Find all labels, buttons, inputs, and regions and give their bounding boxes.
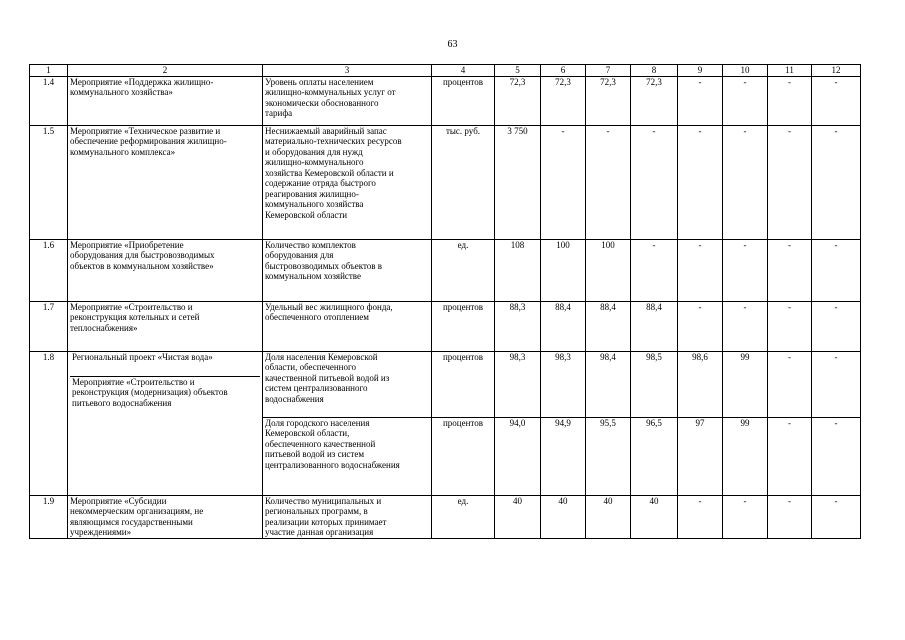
value-cell: 98,6 <box>678 351 723 417</box>
value-cell: 3 750 <box>495 125 541 239</box>
text-line: жилищно-коммунального <box>265 157 364 167</box>
value-cell: - <box>678 125 723 239</box>
value-cell: - <box>586 125 631 239</box>
text-line: систем централизованного <box>265 383 368 393</box>
text-line: Кемеровской области <box>265 209 348 220</box>
text-line: содержание отряда быстрого <box>265 178 376 188</box>
value-cell: - <box>812 301 861 351</box>
value-cell: 72,3 <box>631 76 678 125</box>
value-cell: 40 <box>541 495 586 538</box>
value-cell: - <box>631 125 678 239</box>
text-line: Региональный проект «Чистая вода» <box>72 351 213 362</box>
text-line: и оборудования для нужд <box>265 146 363 157</box>
text-line: Удельный вес жилищного фонда, <box>265 301 393 312</box>
header-row <box>30 65 861 77</box>
row-number-cell: 1.8 <box>30 351 68 495</box>
value-cell: - <box>812 76 861 125</box>
text-line: Мероприятие «Субсидии <box>70 495 167 506</box>
value-cell: - <box>768 239 812 301</box>
value-cell: - <box>631 239 678 301</box>
text-line: участие данная организация <box>265 527 374 537</box>
text-line: Уровень оплаты населением <box>265 76 374 87</box>
unit-cell: процентов <box>432 351 495 417</box>
value-cell: 94,0 <box>495 417 541 495</box>
text-line: Количество муниципальных и <box>265 495 382 506</box>
indicator-cell <box>263 417 432 495</box>
text-line: Доля городского населения <box>265 417 370 428</box>
text-line: обеспечение реформирования жилищно- <box>70 136 227 146</box>
text-line: теплоснабжения» <box>70 322 138 333</box>
value-cell: 40 <box>586 495 631 538</box>
value-cell: - <box>812 351 861 417</box>
value-cell: 72,3 <box>495 76 541 125</box>
text-line: обеспеченного отоплением <box>265 312 369 322</box>
table-row <box>30 301 861 351</box>
row-number-cell: 1.7 <box>30 301 68 351</box>
event-cell <box>68 301 263 351</box>
text-line: коммунальном хозяйстве <box>265 271 361 281</box>
text-line: Мероприятие «Приобретение <box>70 239 184 250</box>
indicator-cell <box>263 301 432 351</box>
header-cell: 5 <box>495 65 541 77</box>
value-cell: - <box>723 239 768 301</box>
value-cell: 40 <box>631 495 678 538</box>
value-cell: - <box>768 495 812 538</box>
text-line: централизованного водоснабжения <box>265 459 400 470</box>
text-line: некоммерческим организациям, не <box>70 506 204 516</box>
table-row <box>30 76 861 125</box>
unit-cell: процентов <box>432 417 495 495</box>
unit-cell: процентов <box>432 76 495 125</box>
value-cell: - <box>723 76 768 125</box>
unit-cell: ед. <box>432 239 495 301</box>
text-line: хозяйства Кемеровской области и <box>265 167 394 178</box>
event-cell <box>68 125 263 239</box>
text-line: оборудования для <box>265 250 334 260</box>
row-number-cell: 1.5 <box>30 125 68 239</box>
value-cell: - <box>812 125 861 239</box>
value-cell: - <box>678 239 723 301</box>
value-cell: 98,3 <box>541 351 586 417</box>
text-line: реализации которых принимает <box>265 516 387 527</box>
text-line: учреждениями» <box>70 527 132 537</box>
unit-cell: процентов <box>432 301 495 351</box>
unit-cell: ед. <box>432 495 495 538</box>
value-cell: 95,5 <box>586 417 631 495</box>
value-cell: 72,3 <box>541 76 586 125</box>
value-cell: 96,5 <box>631 417 678 495</box>
header-cell: 11 <box>768 65 812 77</box>
value-cell: 88,4 <box>586 301 631 351</box>
value-cell: 98,4 <box>586 351 631 417</box>
table-row <box>30 239 861 301</box>
value-cell: - <box>812 239 861 301</box>
text-line: региональных программ, в <box>265 506 368 516</box>
text-line: экономически обоснованного <box>265 97 379 108</box>
row-number-cell: 1.4 <box>30 76 68 125</box>
text-line: Мероприятие «Поддержка жилищно- <box>70 76 214 87</box>
text-line: Доля населения Кемеровской <box>265 351 378 362</box>
event-cell <box>68 351 263 495</box>
text-line: водоснабжения <box>265 393 324 404</box>
value-cell: - <box>768 301 812 351</box>
text-line: питьевого водоснабжения <box>72 397 172 408</box>
header-cell: 9 <box>678 65 723 77</box>
indicators-table <box>29 64 861 539</box>
value-cell: 72,3 <box>586 76 631 125</box>
text-line: Кемеровской области, <box>265 428 350 438</box>
table-row <box>30 495 861 538</box>
value-cell: 99 <box>723 351 768 417</box>
text-line: оборудования для быстровозводимых <box>70 250 215 260</box>
header-cell: 1 <box>30 65 68 77</box>
event-cell <box>68 495 263 538</box>
text-line: материально-технических ресурсов <box>265 136 402 146</box>
value-cell: - <box>678 301 723 351</box>
value-cell: - <box>723 125 768 239</box>
text-line: объектов в коммунальном хозяйстве» <box>70 260 214 271</box>
value-cell: 88,4 <box>541 301 586 351</box>
value-cell: 99 <box>723 417 768 495</box>
table-row <box>30 125 861 239</box>
indicator-cell <box>263 125 432 239</box>
header-cell: 7 <box>586 65 631 77</box>
text-line: коммунального комплекса» <box>70 146 176 157</box>
header-cell: 10 <box>723 65 768 77</box>
value-cell: - <box>678 495 723 538</box>
text-line: коммунального хозяйства» <box>70 87 173 97</box>
event-cell <box>68 239 263 301</box>
text-line: Количество комплектов <box>265 239 356 250</box>
header-cell: 6 <box>541 65 586 77</box>
value-cell: 94,9 <box>541 417 586 495</box>
value-cell: - <box>768 351 812 417</box>
event-project <box>70 352 260 376</box>
value-cell: 88,3 <box>495 301 541 351</box>
text-line: быстровозводимых объектов в <box>265 260 383 271</box>
header-cell: 2 <box>68 65 263 77</box>
header-cell: 3 <box>263 65 432 77</box>
header-cell: 4 <box>432 65 495 77</box>
text-line: реконструкция (модернизация) объектов <box>72 387 228 397</box>
text-line: реконструкция котельных и сетей <box>70 312 200 322</box>
value-cell: 100 <box>541 239 586 301</box>
value-cell: 98,5 <box>631 351 678 417</box>
header-cell: 8 <box>631 65 678 77</box>
text-line: Мероприятие «Строительство и <box>72 376 195 387</box>
value-cell: 88,4 <box>631 301 678 351</box>
value-cell: - <box>812 495 861 538</box>
value-cell: - <box>768 417 812 495</box>
value-cell: 100 <box>586 239 631 301</box>
indicator-cell <box>263 495 432 538</box>
text-line: тарифа <box>265 108 293 118</box>
table-row <box>30 351 861 417</box>
value-cell: 97 <box>678 417 723 495</box>
value-cell: - <box>723 301 768 351</box>
row-number-cell: 1.9 <box>30 495 68 538</box>
text-line: являющимся государственными <box>70 516 193 527</box>
indicator-cell <box>263 351 432 417</box>
event-activity <box>70 376 260 409</box>
value-cell: - <box>768 76 812 125</box>
text-line: Мероприятие «Строительство и <box>70 301 193 312</box>
text-line: коммунального хозяйства <box>265 199 364 209</box>
value-cell: - <box>541 125 586 239</box>
unit-cell: тыс. руб. <box>432 125 495 239</box>
value-cell: 40 <box>495 495 541 538</box>
value-cell: 98,3 <box>495 351 541 417</box>
value-cell: 108 <box>495 239 541 301</box>
text-line: области, обеспеченного <box>265 362 356 372</box>
text-line: обеспеченного качественной <box>265 438 376 449</box>
text-line: реагирования жилищно- <box>265 188 359 199</box>
text-line: Неснижаемый аварийный запас <box>265 125 387 136</box>
page-number: 63 <box>447 39 458 50</box>
event-cell <box>68 76 263 125</box>
value-cell: - <box>812 417 861 495</box>
value-cell: - <box>678 76 723 125</box>
indicator-cell <box>263 239 432 301</box>
value-cell: - <box>768 125 812 239</box>
text-line: качественной питьевой водой из <box>265 372 390 383</box>
indicator-cell <box>263 76 432 125</box>
value-cell: - <box>723 495 768 538</box>
header-cell: 12 <box>812 65 861 77</box>
text-line: жилищно-коммунальных услуг от <box>265 87 396 97</box>
text-line: питьевой водой из систем <box>265 449 365 459</box>
text-line: Мероприятие «Техническое развитие и <box>70 125 221 136</box>
row-number-cell: 1.6 <box>30 239 68 301</box>
